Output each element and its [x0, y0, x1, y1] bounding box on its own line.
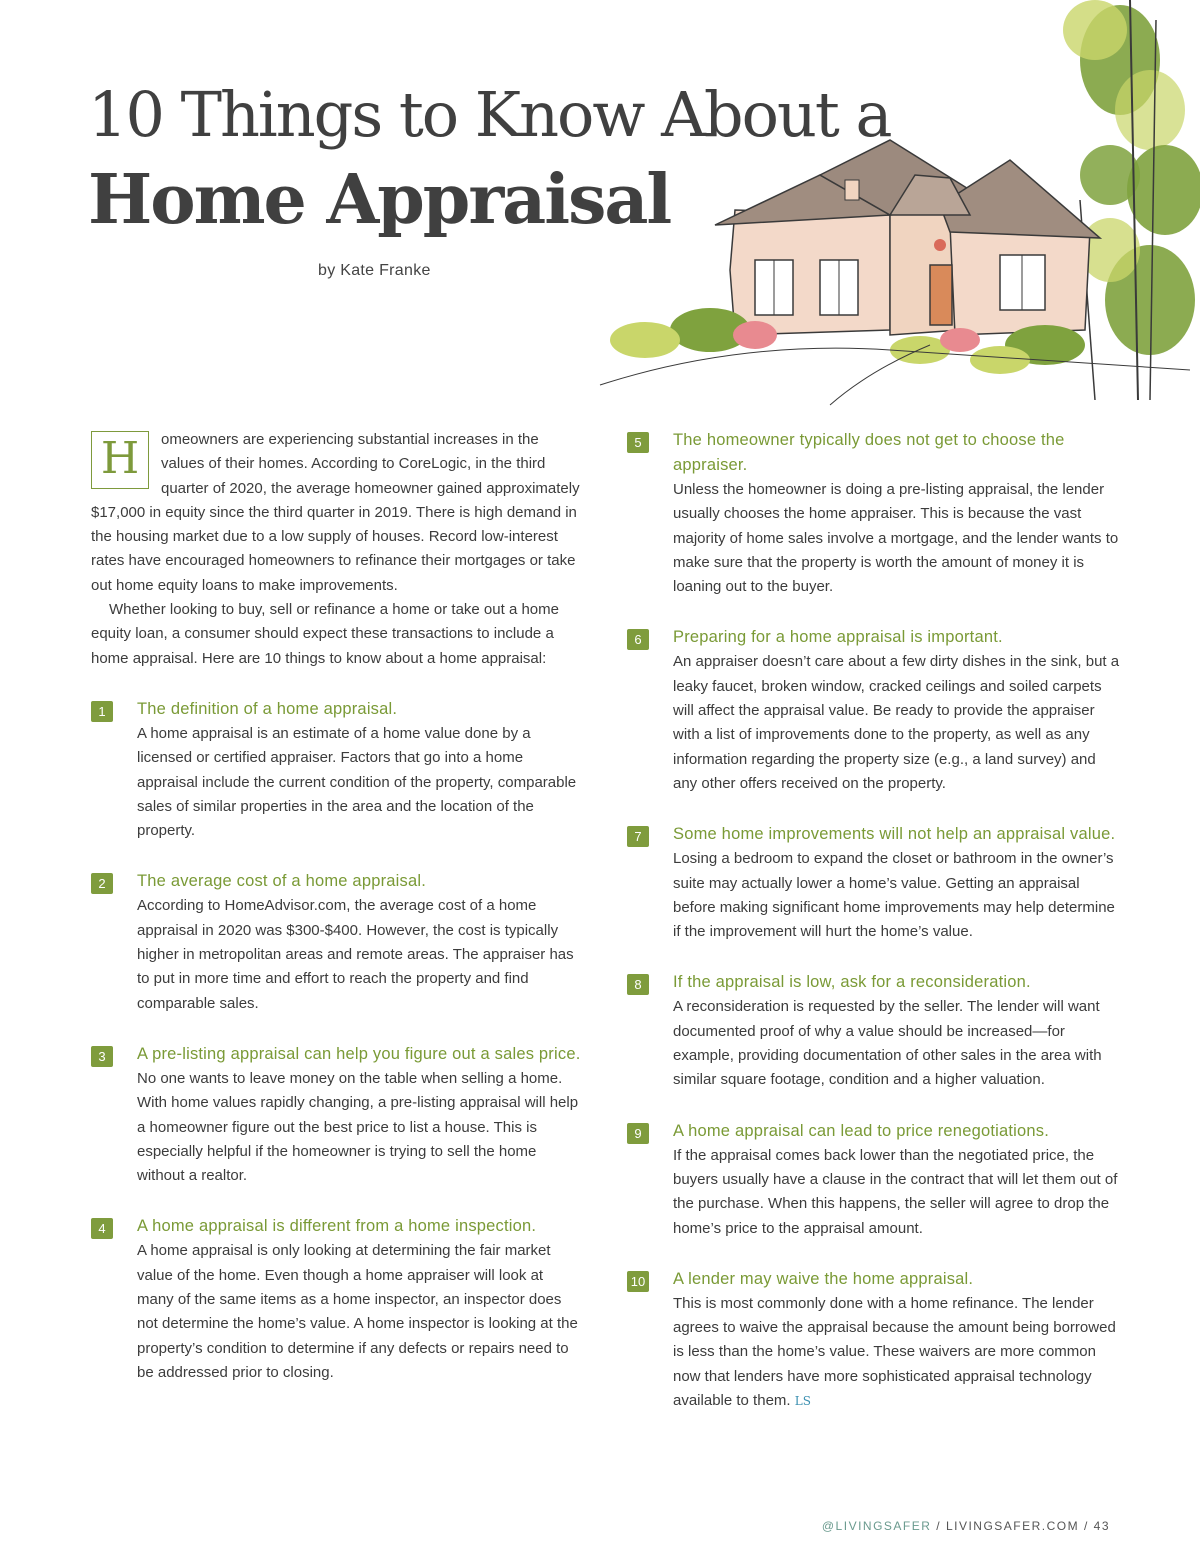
- byline: by Kate Franke: [318, 262, 431, 279]
- list-item: [91, 869, 581, 1015]
- item-number-badge: 3: [91, 1046, 113, 1067]
- list-item: [627, 970, 1122, 1092]
- item-body: [673, 1292, 1122, 1413]
- right-column: [627, 428, 1122, 1439]
- footer-website[interactable]: LIVINGSAFER.COM: [945, 1519, 1080, 1533]
- item-body: If the appraisal comes back lower than the negotiated price, the buyers usually have a clause in the contract that will let them out of the purchase. When this happens, the seller will agree to drop the home’s price to the appraisal amount.: [673, 1146, 1118, 1237]
- item-body: A home appraisal is only looking at determining the fair market value of the home. Even though a home appraiser will look at many of the same items as a home inspector, an inspector does not determine the home’s value. A home inspector is looking at the property’s condition to determine if any defects or repairs need to be addressed prior to closing.: [137, 1242, 578, 1381]
- item-number-badge: 4: [91, 1218, 113, 1239]
- item-heading: A lender may waive the home appraisal.: [673, 1269, 974, 1288]
- item-number-badge: 1: [91, 701, 113, 722]
- item-heading: A home appraisal can lead to price renegotiations.: [673, 1121, 1049, 1140]
- page-footer: [822, 1519, 1110, 1533]
- item-heading: The average cost of a home appraisal.: [137, 872, 426, 891]
- item-body-text: This is most commonly done with a home refinance. The lender agrees to waive the appraisal because the amount being borrowed is less than the home’s value. These waivers are more common now that lenders have more sophisticated appraisal technology available to them.: [673, 1294, 1116, 1410]
- list-item: [91, 1042, 581, 1188]
- house-illustration: [590, 0, 1200, 410]
- left-column: [91, 428, 581, 1411]
- list-item: [627, 1267, 1122, 1413]
- item-body: Losing a bedroom to expand the closet or bathroom in the owner’s suite may actually lower a home’s value. Getting an appraisal before making significant home improvements may help determine if the improvement will hurt the home’s value.: [673, 850, 1115, 941]
- item-number-badge: 2: [91, 873, 113, 894]
- page-title-line-1: 10 Things to Know About a: [88, 78, 891, 151]
- item-number-badge: 5: [627, 432, 649, 453]
- footer-separator: /: [1079, 1519, 1094, 1533]
- item-heading: A home appraisal is different from a home inspection.: [137, 1217, 537, 1236]
- intro-paragraph-1: omeowners are experiencing substantial increases in the values of their homes. According to CoreLogic, in the third quarter of 2020, the average homeowner gained approximately $17,000 in equity since the third quarter in 2019. There is high demand in the housing market due to a low supply of houses. Record low-interest rates have encouraged homeowners to refinance their mortgages or take out home equity loans to make improvements.: [91, 431, 580, 594]
- intro-paragraph-2: Whether looking to buy, sell or refinance a home or take out a home equity loan, a consumer should expect these transactions to include a home appraisal. Here are 10 things to know about a home appraisal:: [91, 601, 559, 667]
- item-heading: If the appraisal is low, ask for a reconsideration.: [673, 973, 1031, 992]
- footer-separator: /: [931, 1519, 946, 1533]
- intro: [91, 428, 581, 671]
- page-title-line-2: Home Appraisal: [88, 160, 671, 240]
- item-heading: The definition of a home appraisal.: [137, 699, 398, 718]
- item-number-badge: 7: [627, 826, 649, 847]
- item-number-badge: 8: [627, 974, 649, 995]
- list-item: [627, 822, 1122, 944]
- item-number-badge: 6: [627, 629, 649, 650]
- list-item: [627, 1119, 1122, 1241]
- item-heading: Preparing for a home appraisal is important.: [673, 628, 1003, 647]
- list-item: [91, 697, 581, 843]
- item-body: A reconsideration is requested by the seller. The lender will want documented proof of why a value should be increased—for example, providing documentation of other sales in the area with similar square footage, condition and a higher valuation.: [673, 998, 1102, 1089]
- item-heading: The homeowner typically does not get to choose the appraiser.: [673, 431, 1065, 474]
- item-body: Unless the homeowner is doing a pre-listing appraisal, the lender usually chooses the home appraiser. This is because the vast majority of home sales involve a mortgage, and the lender wants to make sure that the property is worth the amount of money it is loaning out to the buyer.: [673, 481, 1119, 596]
- footer-social-handle[interactable]: @LIVINGSAFER: [821, 1519, 932, 1533]
- item-number-badge: 10: [627, 1271, 649, 1292]
- drop-cap: H: [91, 431, 149, 489]
- item-body: A home appraisal is an estimate of a home value done by a licensed or certified appraiser. Factors that go into a home appraisal include the current condition of the property, comparable sales of similar properties in the area and the location of the property.: [137, 724, 577, 840]
- item-body: No one wants to leave money on the table when selling a home. With home values rapidly changing, a pre-listing appraisal will help a homeowner figure out the best price to list a house. This is especially helpful if the homeowner is trying to sell the home without a realtor.: [137, 1069, 579, 1185]
- item-body: According to HomeAdvisor.com, the average cost of a home appraisal in 2020 was $300-$400. However, the cost is typically higher in metropolitan areas and remote areas. The appraiser has to put in more time and effort to reach the property and find comparable sales.: [137, 897, 574, 1012]
- list-item: [627, 428, 1122, 599]
- list-item: [91, 1214, 581, 1385]
- item-heading: Some home improvements will not help an appraisal value.: [673, 825, 1116, 844]
- item-number-badge: 9: [627, 1123, 649, 1144]
- item-heading: A pre-listing appraisal can help you figure out a sales price.: [137, 1044, 581, 1063]
- item-body: An appraiser doesn’t care about a few dirty dishes in the sink, but a leaky faucet, broken window, cracked ceilings and soiled carpets will affect the appraisal value. Be ready to provide the appraiser with a list of improvements done to the property, as well as any information regarding the property size (e.g., a land survey) and any other offers received on the property.: [673, 653, 1120, 792]
- end-mark-logo: LS: [794, 1394, 811, 1409]
- list-item: [627, 625, 1122, 796]
- page-number: 43: [1093, 1519, 1110, 1533]
